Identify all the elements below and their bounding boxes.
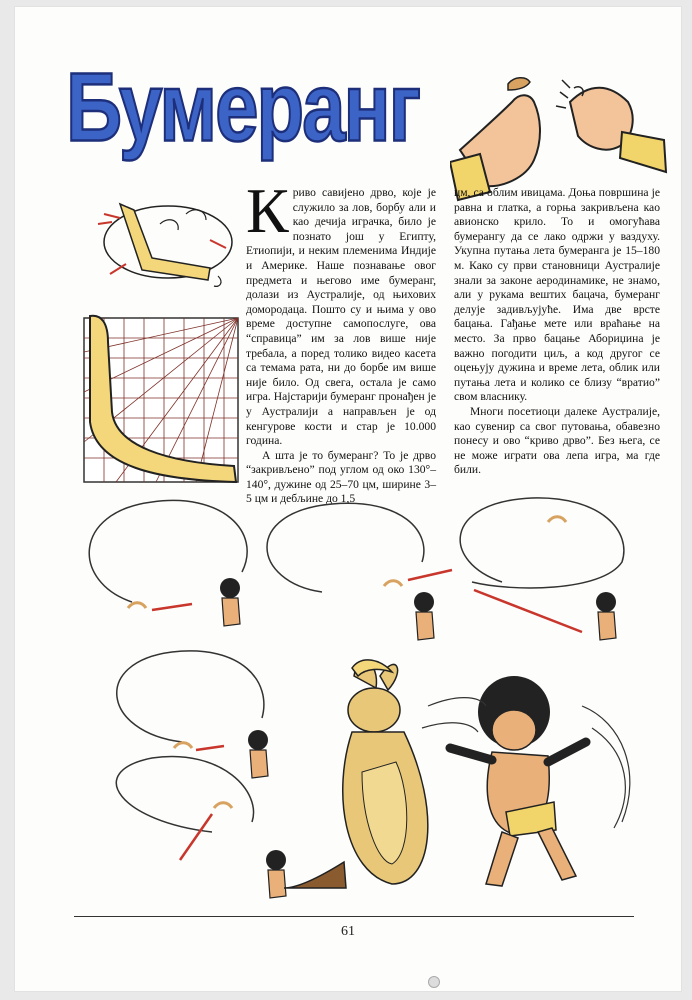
text-column-right [454, 186, 660, 478]
binding-hole [428, 976, 440, 988]
boomerang-grid-illustration [76, 312, 242, 488]
paragraph-2: А шта је то бумеранг? То је дрво “закривљено” под углом од око 130°–140°, дужине од 25–70 цм, ширине 3–5 цм и дебљине до 1,5 [246, 448, 436, 506]
text-column-left [246, 175, 437, 507]
paragraph-3: Многи посетиоци далеке Аустралије, као сувенир са свог путовања, обавезно понесу и ово “криво дрво”. Без њега, се не може играти ова лепа игра, ма где били. [454, 404, 660, 477]
boomerang-throw-sequence-illustration [62, 492, 672, 912]
page-number: 61 [341, 924, 355, 939]
page-title: Бумеранг [66, 51, 420, 162]
hands-illustration [450, 62, 672, 202]
footer-rule [74, 916, 634, 917]
drop-cap: К [246, 175, 289, 246]
page [14, 6, 682, 992]
paragraph-2-continued: цм, са облим ивицама. Доња површина је равна и глатка, а горња закривљена као авионско крило. То и омогућава бумерангу да се лако одржи у ваздуху. Укупна путања лета бумеранга је 15–180 м. Како су први становници Аустралије знали за законе аеродинамике, не знамо, али у рукама вештих бацача, бумеранг делује задивљујуће. Има две врсте бацања. Гађање мете или враћање на место. За прво бацање Абориџина је важно погодити циљ, а код другог се оцењују дужина и време лета, облик или путања лета и колико се близу “вратио” свом власнику. [454, 186, 660, 404]
boomerang-flight-diagram [90, 184, 240, 304]
paragraph-1: Криво савијено дрво, које је служило за лов, борбу али и као дечија играчка, било је познато још у Египту, Етиопији, и неким племенима Индије и Америке. Наше познавање овог предмета и његово име бумеранг, долази из Аустралије, од њихових домородаца. Пошто су и њима у ово време доступне самопослуге, ова “справица” им за лов више није требала, а поред толико видео касета са темама рата, ни до борбе им више није било. Од свега, остала је само игра. Најстарији бумеранг пронађен је у Аустралији а направљен је од кенгурове кости и стар је 10.000 година. [246, 175, 437, 448]
